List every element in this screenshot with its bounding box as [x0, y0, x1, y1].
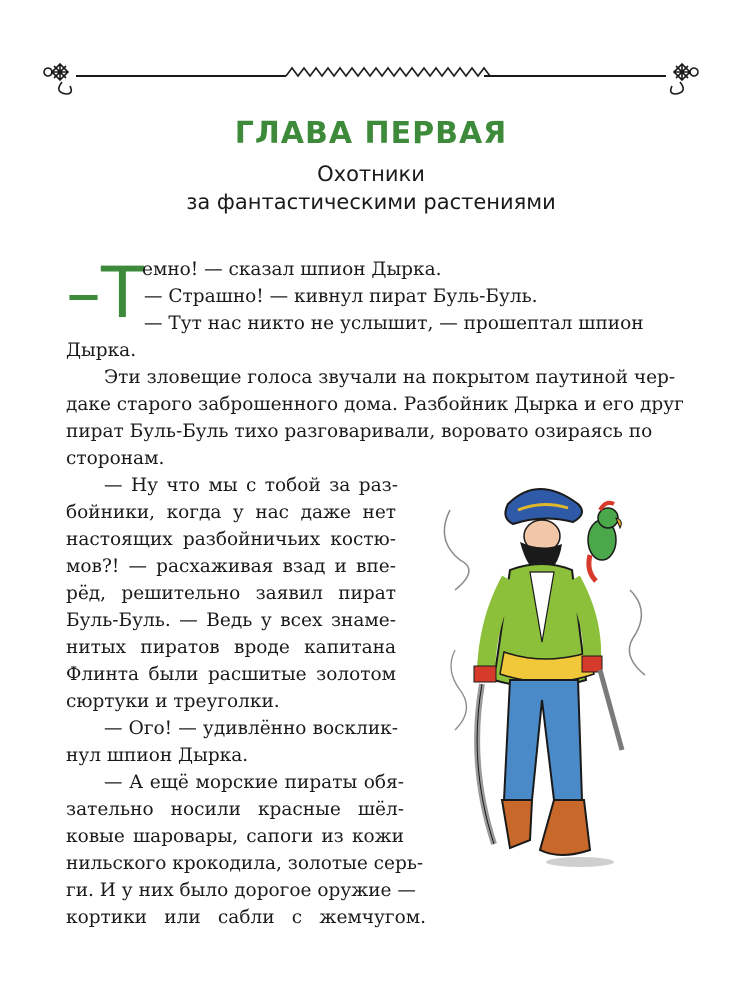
- text-line: емно! — сказал шпион Дырка.: [142, 259, 442, 280]
- chapter-subtitle: [0, 160, 742, 216]
- text-line: Эти зловещие голоса звучали на покрытом паутиной чер-: [104, 367, 676, 388]
- chapter-subtitle-line-1: Охотники: [317, 162, 425, 186]
- text-line: ги. И у них было дорогое оружие —: [66, 880, 416, 901]
- text-line: пират Буль-Буль тихо разговаривали, воровато озираясь по: [66, 421, 653, 442]
- text-line: нул шпион Дырка.: [66, 745, 249, 766]
- text-line: кортики или сабли с жемчугом.: [66, 907, 426, 928]
- text-line: ковые шаровары, сапоги из кожи: [66, 826, 404, 847]
- text-line: — Страшно! — кивнул пират Буль-Буль.: [144, 286, 538, 307]
- text-line: настоящих разбойничьих костю-: [66, 529, 396, 550]
- text-line: зательно носили красные шёл-: [66, 799, 404, 820]
- parrot: [588, 503, 621, 581]
- pirate-boot-left: [502, 800, 532, 848]
- pirate-illustration: [430, 470, 660, 890]
- chapter-subtitle-line-2: за фантастическими растениями: [186, 190, 556, 214]
- text-line: даке старого заброшенного дома. Разбойник Дырка и его друг: [66, 394, 684, 415]
- text-line: — А ещё морские пираты обя-: [104, 772, 404, 793]
- text-line: Дырка.: [66, 340, 137, 361]
- drop-cap: [66, 252, 144, 334]
- ornament-right-flourish-icon: [671, 64, 698, 94]
- header-ornament: [40, 52, 702, 96]
- ornament-center-zigzag: [286, 68, 490, 76]
- pirate-trousers: [504, 680, 582, 800]
- chapter-title: ГЛАВА ПЕРВАЯ: [234, 116, 508, 151]
- ornament-left-flourish-icon: [44, 64, 71, 94]
- text-line: — Тут нас никто не услышит, — прошептал шпион: [144, 313, 644, 334]
- drop-cap-dash: –: [66, 252, 101, 334]
- text-line: рёд, решительно заявил пират: [66, 583, 396, 604]
- text-line: нитых пиратов вроде капитана: [66, 637, 396, 658]
- text-line: — Ого! — удивлённо восклик-: [104, 718, 398, 739]
- text-line: сюртуки и треуголки.: [66, 691, 280, 712]
- text-line: Флинта были расшитые золотом: [66, 664, 396, 685]
- text-line: нильского крокодила, золотые серь-: [66, 853, 424, 874]
- text-line: сторонам.: [66, 448, 165, 469]
- drop-cap-letter: Т: [101, 252, 144, 334]
- pirate-hat: [505, 489, 582, 524]
- text-line: мов?! — расхаживая взад и впе-: [66, 556, 396, 577]
- text-line: бойники, когда у нас даже нет: [66, 502, 396, 523]
- saber: [477, 684, 494, 844]
- text-line: — Ну что мы с тобой за раз-: [104, 475, 398, 496]
- pirate-boot-right: [540, 800, 590, 855]
- text-line: Буль-Буль. — Ведь у всех знаме-: [66, 610, 396, 631]
